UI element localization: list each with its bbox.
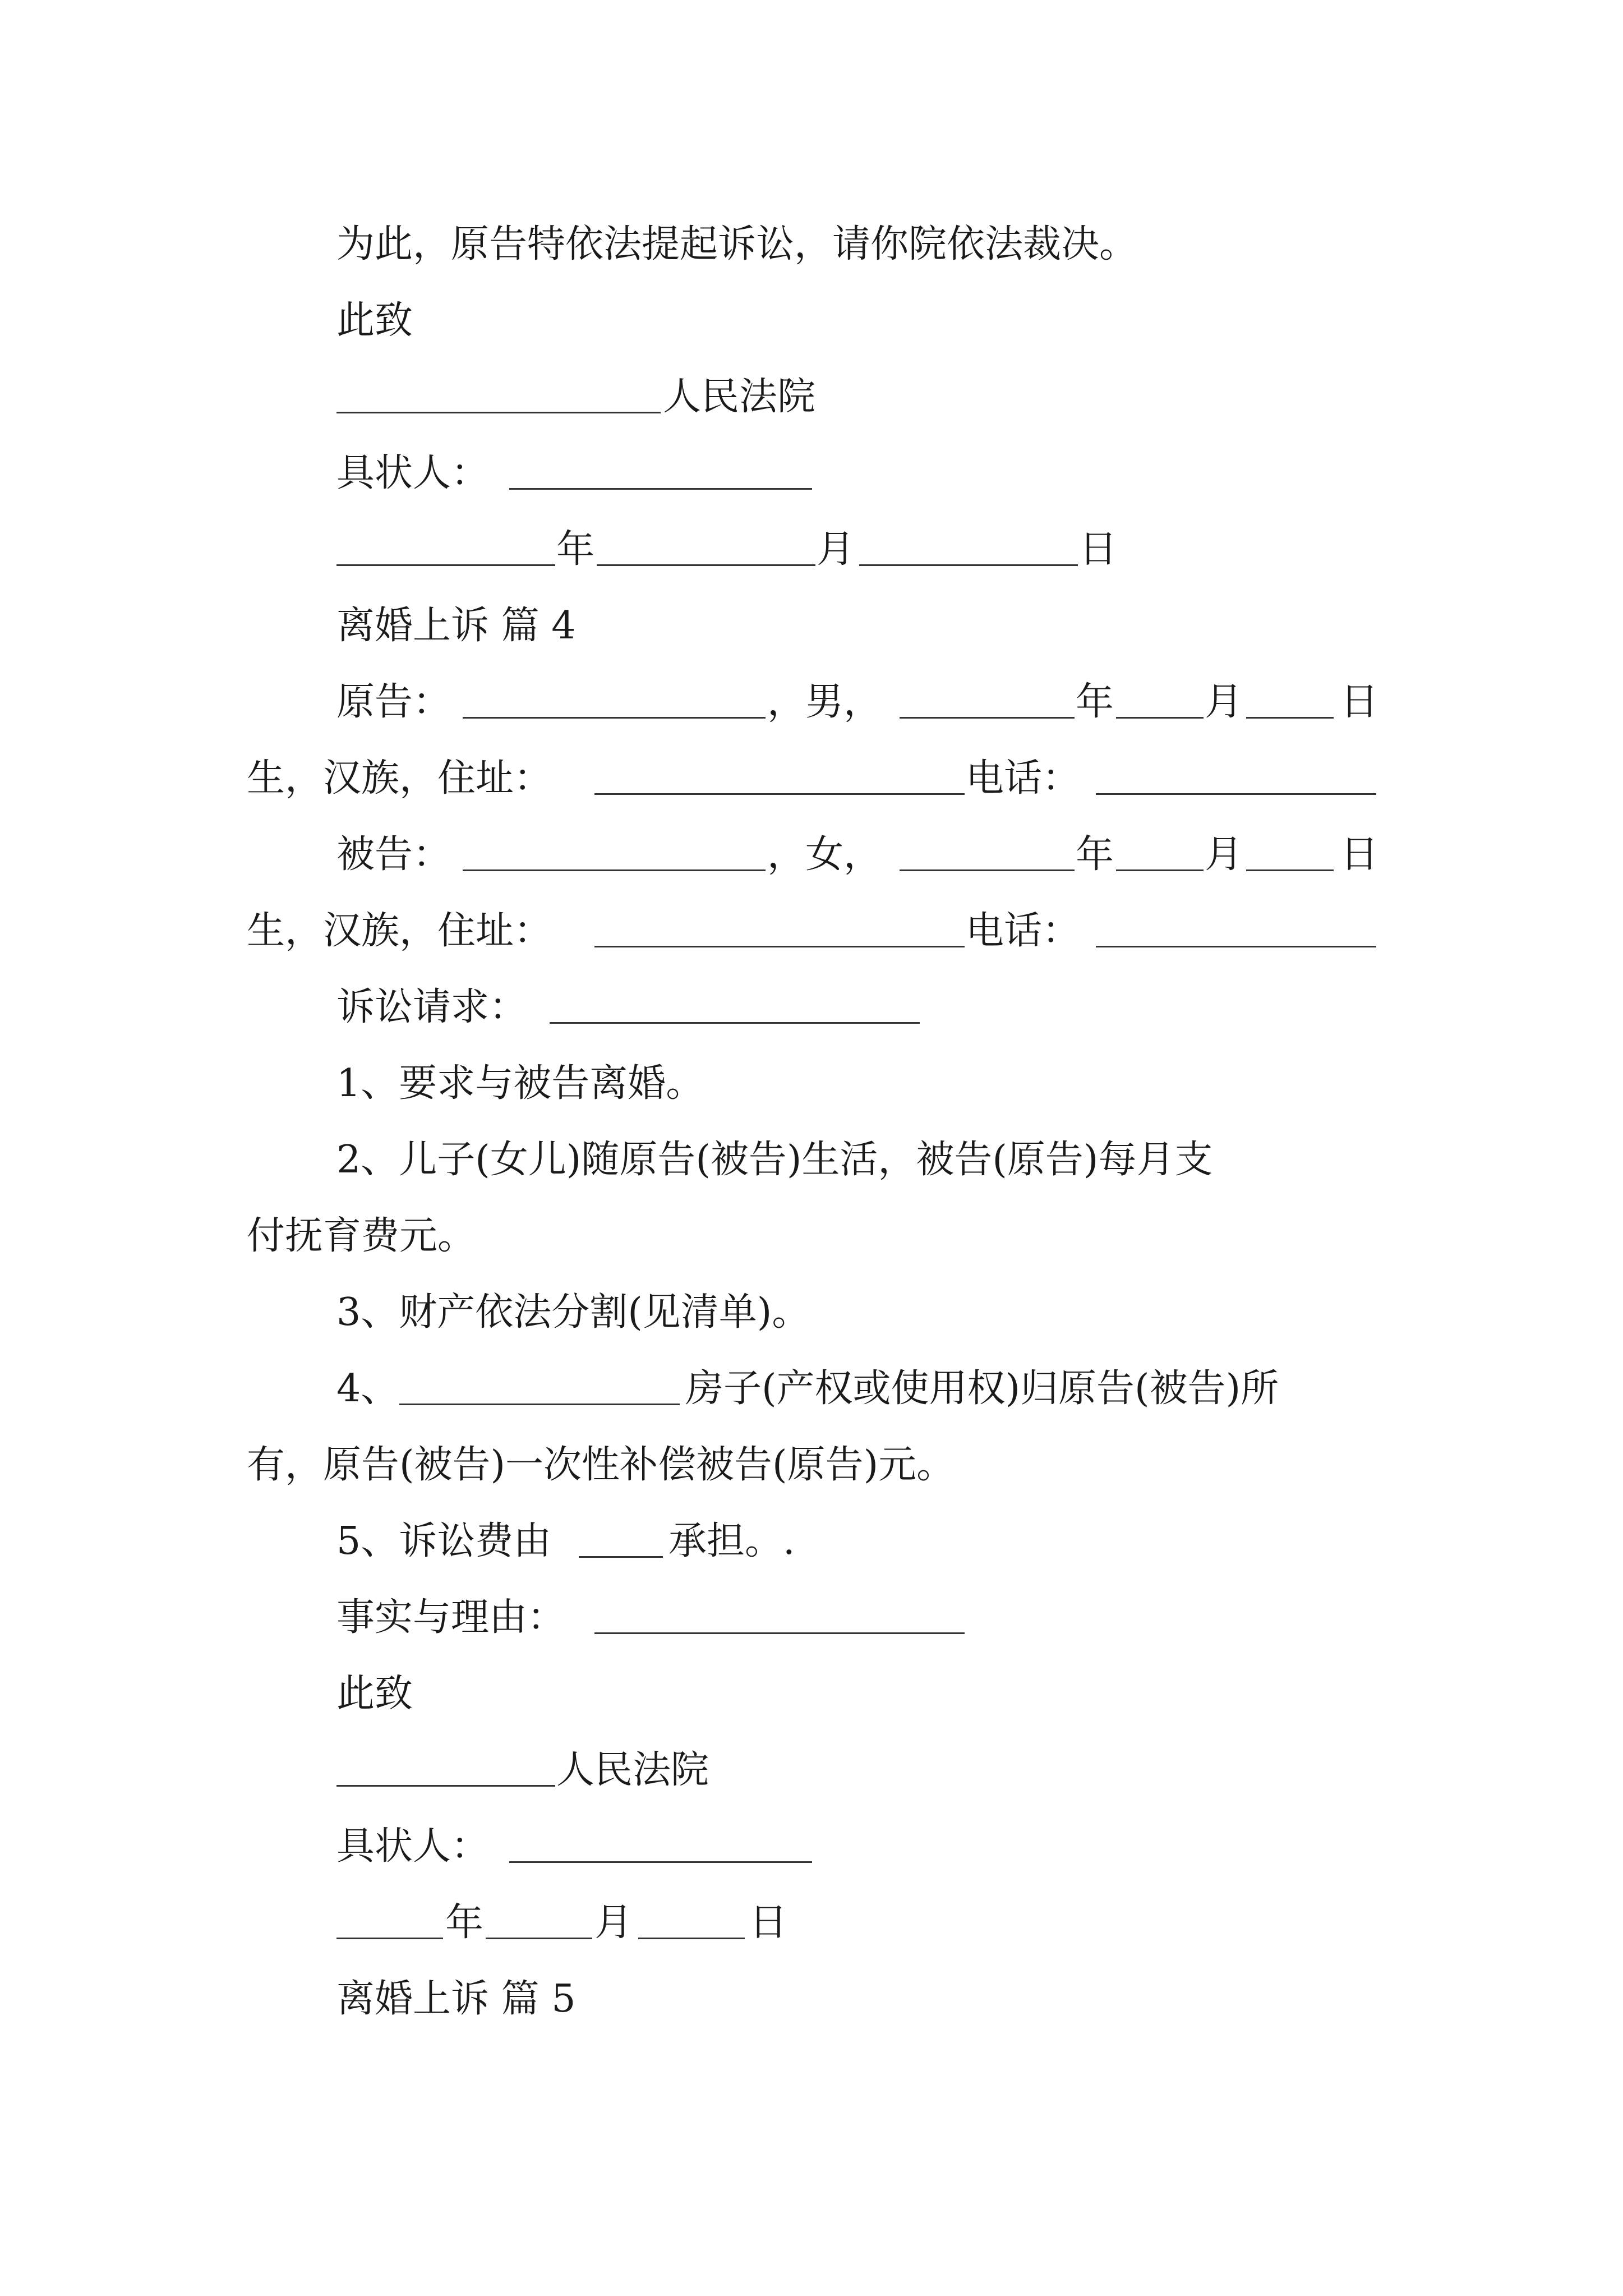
salutation — [0, 293, 1623, 349]
plaintiff-gender: ，男， — [767, 680, 882, 724]
defendant-phone-blank[interactable] — [1096, 946, 1376, 947]
claim-item-2-text-2: 付抚育费元。 — [247, 1214, 476, 1258]
defendant-birth-month-blank[interactable] — [1116, 869, 1204, 871]
claim-item-4-line-1 — [0, 1361, 1623, 1417]
defendant-phone-label: 电话： — [966, 909, 1081, 953]
claim-item-4-house-blank[interactable] — [399, 1404, 680, 1405]
month-label: 月 — [817, 527, 855, 572]
day-blank[interactable] — [859, 564, 1078, 566]
signer-line — [0, 445, 1623, 501]
signer-blank-2[interactable] — [509, 1861, 812, 1863]
day-label-2: 日 — [749, 1901, 788, 1945]
closing-statement — [0, 217, 1623, 273]
day-label: 日 — [1079, 527, 1118, 572]
court-name-blank[interactable] — [336, 412, 661, 413]
month-blank-2[interactable] — [486, 1938, 592, 1939]
plaintiff-line-2 — [0, 751, 1623, 807]
defendant-gender: ，女， — [767, 832, 882, 877]
claim-item-4-prefix: 4、 — [336, 1366, 399, 1411]
section-heading-5 — [0, 1971, 1623, 2027]
plaintiff-birth-day-blank[interactable] — [1246, 717, 1334, 719]
month-label-2: 月 — [594, 1901, 633, 1945]
salutation-text: 此致 — [336, 298, 413, 343]
plaintiff-address-blank[interactable] — [594, 793, 965, 795]
section-heading-5-text: 离婚上诉 篇 5 — [336, 1977, 576, 2021]
plaintiff-phone-label: 电话： — [966, 756, 1081, 800]
year-label-2: 年 — [445, 1901, 484, 1945]
defendant-month-label: 月 — [1205, 832, 1243, 877]
plaintiff-birth-year-blank[interactable] — [900, 717, 1075, 719]
claim-item-4-line-2 — [0, 1437, 1623, 1493]
month-blank[interactable] — [597, 564, 815, 566]
claim-item-3-text: 3、财产依法分割(见清单)。 — [336, 1290, 810, 1335]
court-label-2: 人民法院 — [556, 1748, 709, 1792]
court-label: 人民法院 — [663, 375, 816, 419]
signer-line-2 — [0, 1819, 1623, 1875]
plaintiff-name-blank[interactable] — [463, 717, 766, 719]
defendant-name-blank[interactable] — [463, 869, 766, 871]
signer-blank[interactable] — [509, 488, 812, 490]
plaintiff-year-label: 年 — [1076, 680, 1114, 724]
court-name-blank-2[interactable] — [336, 1785, 555, 1787]
facts-label: 事实与理由： — [336, 1595, 566, 1640]
claim-item-3 — [0, 1285, 1623, 1341]
claim-item-2-text-1: 2、儿子(女儿)随原告(被告)生活，被告(原告)每月支 — [336, 1138, 1213, 1182]
claim-item-1 — [0, 1056, 1623, 1112]
year-blank[interactable] — [336, 564, 555, 566]
facts-line — [0, 1590, 1623, 1646]
claim-item-4-text-1: 房子(产权或使用权)归原告(被告)所 — [685, 1366, 1279, 1411]
defendant-line-1 — [0, 827, 1623, 883]
section-heading-4-text: 离婚上诉 篇 4 — [336, 604, 576, 648]
plaintiff-phone-blank[interactable] — [1096, 793, 1376, 795]
defendant-birth-day-blank[interactable] — [1246, 869, 1334, 871]
plaintiff-line-1 — [0, 674, 1623, 730]
claim-item-5-suffix: 承担。. — [668, 1519, 795, 1563]
closing-statement-text: 为此，原告特依法提起诉讼，请你院依法裁决。 — [336, 222, 1138, 266]
claim-item-5-prefix: 5、诉讼费由 — [336, 1519, 552, 1563]
date-line-2 — [0, 1895, 1623, 1951]
claim-item-5-party-blank[interactable] — [579, 1556, 663, 1558]
claims-label: 诉讼请求： — [336, 985, 528, 1029]
court-line-2 — [0, 1742, 1623, 1798]
section-heading-4 — [0, 598, 1623, 654]
claim-item-5 — [0, 1513, 1623, 1570]
date-line — [0, 522, 1623, 578]
salutation-2-text: 此致 — [336, 1672, 413, 1716]
claim-item-1-text: 1、要求与被告离婚。 — [336, 1061, 704, 1106]
defendant-address-blank[interactable] — [594, 946, 965, 947]
defendant-day-label: 日 — [1340, 832, 1379, 877]
claim-item-2-line-1 — [0, 1132, 1623, 1188]
claim-item-4-text-2: 有，原告(被告)一次性补偿被告(原告)元。 — [247, 1443, 955, 1487]
defendant-year-label: 年 — [1076, 832, 1114, 877]
year-label: 年 — [556, 527, 595, 572]
salutation-2 — [0, 1666, 1623, 1722]
plaintiff-born-address-label: 生，汉族，住址： — [247, 756, 552, 800]
signer-label-2: 具状人： — [336, 1824, 490, 1869]
plaintiff-month-label: 月 — [1205, 680, 1243, 724]
plaintiff-label: 原告： — [336, 680, 451, 724]
facts-blank[interactable] — [594, 1632, 965, 1634]
signer-label: 具状人： — [336, 451, 490, 495]
defendant-label: 被告： — [336, 832, 451, 877]
claim-item-2-line-2 — [0, 1208, 1623, 1264]
plaintiff-day-label: 日 — [1340, 680, 1379, 724]
defendant-birth-year-blank[interactable] — [900, 869, 1075, 871]
defendant-born-address-label: 生，汉族，住址： — [247, 909, 552, 953]
day-blank-2[interactable] — [638, 1938, 745, 1939]
plaintiff-birth-month-blank[interactable] — [1116, 717, 1204, 719]
claims-line — [0, 979, 1623, 1036]
defendant-line-2 — [0, 903, 1623, 959]
claims-blank[interactable] — [550, 1022, 920, 1024]
year-blank-2[interactable] — [336, 1938, 443, 1939]
court-line — [0, 369, 1623, 425]
